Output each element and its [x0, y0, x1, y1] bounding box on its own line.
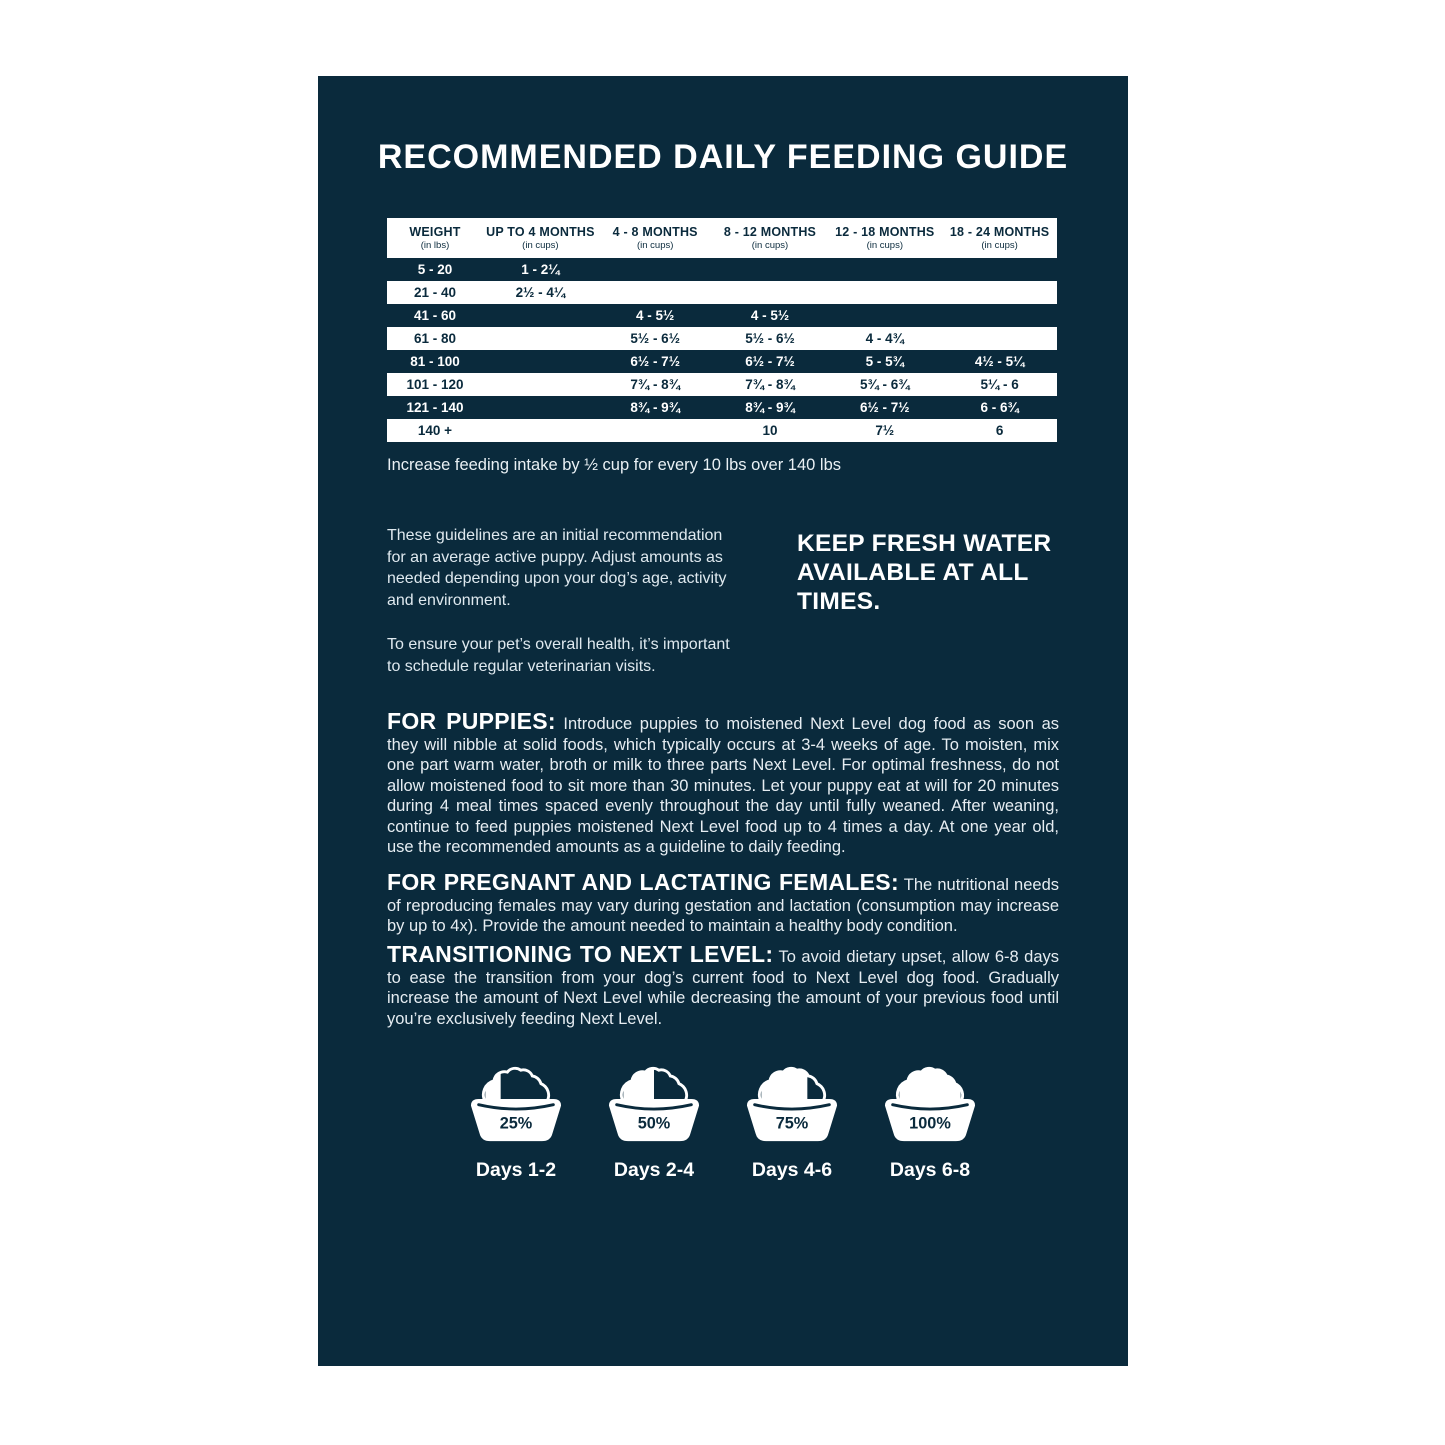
column-label: 4 - 8 MONTHS — [612, 224, 698, 239]
column-label: WEIGHT — [409, 224, 461, 239]
weight-cell: 121 - 140 — [406, 400, 464, 415]
fresh-water-notice: KEEP FRESH WATER AVAILABLE AT ALL TIMES. — [797, 530, 1052, 615]
page-title: RECOMMENDED DAILY FEEDING GUIDE — [377, 138, 1069, 176]
amount-cell: 7½ — [875, 423, 895, 438]
table-row — [387, 327, 1057, 350]
amount-cell — [942, 258, 1057, 281]
amount-cell — [942, 281, 1057, 304]
amount-cell — [483, 373, 598, 396]
transition-step-1 — [466, 1052, 566, 1182]
weight-cell: 5 - 20 — [417, 262, 453, 277]
food-bowl-icon — [880, 1052, 980, 1144]
table-row — [387, 419, 1057, 442]
bowl-percent: 25% — [499, 1114, 533, 1133]
bowl-days-label: Days 1-2 — [475, 1159, 557, 1181]
amount-cell: 8¾ - 9¾ — [745, 400, 795, 415]
column-header-4mo — [483, 218, 598, 258]
section-body: Introduce puppies to moistened Next Level dog food as soon as they will nibble at solid foods, which typically occurs at 3-4 weeks of age. To moisten, mix one part warm water, broth or milk to three parts Next Level. For optimal freshness, do not allow moistened food to sit more than 30 minutes. Let your puppy eat at will for 20 minutes during 4 meal times spaced evenly throughout the day until fully weaned. After weaning, continue to feed puppies moistened Next Level food up to 4 times a day. At one year old, use the recommended amounts as a guideline to daily feeding. — [387, 715, 1059, 856]
bowl-days-label: Days 4-6 — [751, 1159, 833, 1181]
amount-cell: 1 - 2¼ — [521, 262, 560, 277]
section-heading: TRANSITIONING TO NEXT LEVEL: — [387, 941, 774, 967]
column-sublabel: (in lbs) — [420, 239, 450, 251]
amount-cell: 7¾ - 8¾ — [745, 377, 795, 392]
bowl-days-label: Days 2-4 — [613, 1159, 695, 1181]
amount-cell: 6½ - 7½ — [860, 400, 910, 415]
section-for-puppies — [387, 708, 1059, 858]
section-heading: FOR PUPPIES: — [387, 708, 556, 734]
amount-cell: 5 - 5¾ — [865, 354, 904, 369]
weight-cell: 101 - 120 — [406, 377, 464, 392]
amount-cell — [827, 258, 942, 281]
amount-cell: 7¾ - 8¾ — [630, 377, 680, 392]
section-pregnant-lactating — [387, 869, 1059, 937]
column-header-8-12mo — [713, 218, 828, 258]
amount-cell: 8¾ - 9¾ — [630, 400, 680, 415]
section-body: To avoid dietary upset, allow 6-8 days to ease the transition from your dog’s current food to Next Level dog food. Gradually increase the amount of Next Level while decreasing the amount of your previous food until you’re exclusively feeding Next Level. — [387, 948, 1060, 1028]
amount-cell — [598, 258, 713, 281]
amount-cell — [713, 281, 828, 304]
transition-step-3 — [742, 1052, 842, 1182]
column-header-18-24mo — [942, 218, 1057, 258]
column-sublabel: (in cups) — [751, 239, 789, 251]
column-header-weight — [387, 218, 483, 258]
weight-cell: 21 - 40 — [413, 285, 457, 300]
guidelines-section — [387, 525, 1059, 677]
amount-cell — [713, 258, 828, 281]
table-row — [387, 258, 1057, 281]
table-row — [387, 350, 1057, 373]
feeding-table — [387, 218, 1057, 442]
amount-cell: 4 - 5½ — [750, 308, 790, 323]
amount-cell: 10 — [762, 423, 778, 438]
amount-cell: 6 - 6¾ — [980, 400, 1019, 415]
amount-cell: 6½ - 7½ — [630, 354, 680, 369]
food-bowl-icon — [742, 1052, 842, 1144]
amount-cell: 6½ - 7½ — [745, 354, 795, 369]
weight-cell: 61 - 80 — [413, 331, 457, 346]
bowl-percent: 100% — [909, 1114, 951, 1133]
weight-cell: 81 - 100 — [410, 354, 460, 369]
table-row — [387, 304, 1057, 327]
vet-visits-paragraph: To ensure your pet’s overall health, it’s important to schedule regular veterinarian visits. — [387, 636, 730, 675]
amount-cell: 2½ - 4¼ — [515, 285, 566, 300]
table-footnote: Increase feeding intake by ½ cup for every 10 lbs over 140 lbs — [387, 456, 842, 474]
section-heading: FOR PREGNANT AND LACTATING FEMALES: — [387, 869, 899, 895]
column-sublabel: (in cups) — [522, 239, 559, 251]
column-header-12-18mo — [827, 218, 942, 258]
bowl-percent: 50% — [637, 1114, 671, 1133]
column-label: UP TO 4 MONTHS — [486, 224, 595, 239]
amount-cell — [483, 350, 598, 373]
transition-bowls-row — [318, 1052, 1128, 1182]
weight-cell: 140 + — [417, 423, 453, 438]
amount-cell: 5¾ - 6¾ — [860, 377, 910, 392]
amount-cell — [827, 304, 942, 327]
amount-cell: 4 - 5½ — [636, 308, 675, 323]
amount-cell — [483, 327, 598, 350]
weight-cell: 41 - 60 — [413, 308, 457, 323]
amount-cell: 5¼ - 6 — [980, 377, 1019, 392]
guidelines-paragraph: These guidelines are an initial recommendation for an average active puppy. Adjust amounts as needed depending upon your dog’s age, activity and environment. — [387, 527, 727, 609]
amount-cell — [942, 327, 1057, 350]
amount-cell — [483, 396, 598, 419]
section-transitioning — [387, 941, 1060, 1029]
amount-cell: 4½ - 5¼ — [974, 354, 1025, 369]
column-label: 8 - 12 MONTHS — [723, 224, 817, 239]
table-row — [387, 396, 1057, 419]
amount-cell — [942, 304, 1057, 327]
guidelines-text — [387, 525, 735, 677]
amount-cell — [483, 304, 598, 327]
amount-cell — [598, 419, 713, 442]
column-sublabel: (in cups) — [866, 239, 903, 251]
food-bowl-icon — [466, 1052, 566, 1144]
feeding-guide-panel — [318, 76, 1128, 1366]
amount-cell — [483, 419, 598, 442]
column-label: 12 - 18 MONTHS — [835, 224, 935, 239]
table-row — [387, 281, 1057, 304]
table-header-row — [387, 218, 1057, 258]
bowl-days-label: Days 6-8 — [889, 1159, 971, 1181]
food-bowl-icon — [604, 1052, 704, 1144]
amount-cell: 4 - 4¾ — [865, 331, 904, 346]
transition-step-2 — [604, 1052, 704, 1182]
column-sublabel: (in cups) — [981, 239, 1018, 251]
table-row — [387, 373, 1057, 396]
bowl-percent: 75% — [775, 1114, 809, 1133]
amount-cell: 5½ - 6½ — [745, 331, 795, 346]
column-header-4-8mo — [598, 218, 713, 258]
amount-cell: 5½ - 6½ — [630, 331, 680, 346]
amount-cell — [827, 281, 942, 304]
column-label: 18 - 24 MONTHS — [949, 224, 1050, 239]
column-sublabel: (in cups) — [636, 239, 674, 251]
amount-cell — [598, 281, 713, 304]
section-body: The nutritional needs of reproducing females may vary during gestation and lactation (consumption may increase by up to 4x). Provide the amount needed to maintain a healthy body condition. — [387, 876, 1059, 935]
amount-cell: 6 — [995, 423, 1004, 438]
transition-step-4 — [880, 1052, 980, 1182]
